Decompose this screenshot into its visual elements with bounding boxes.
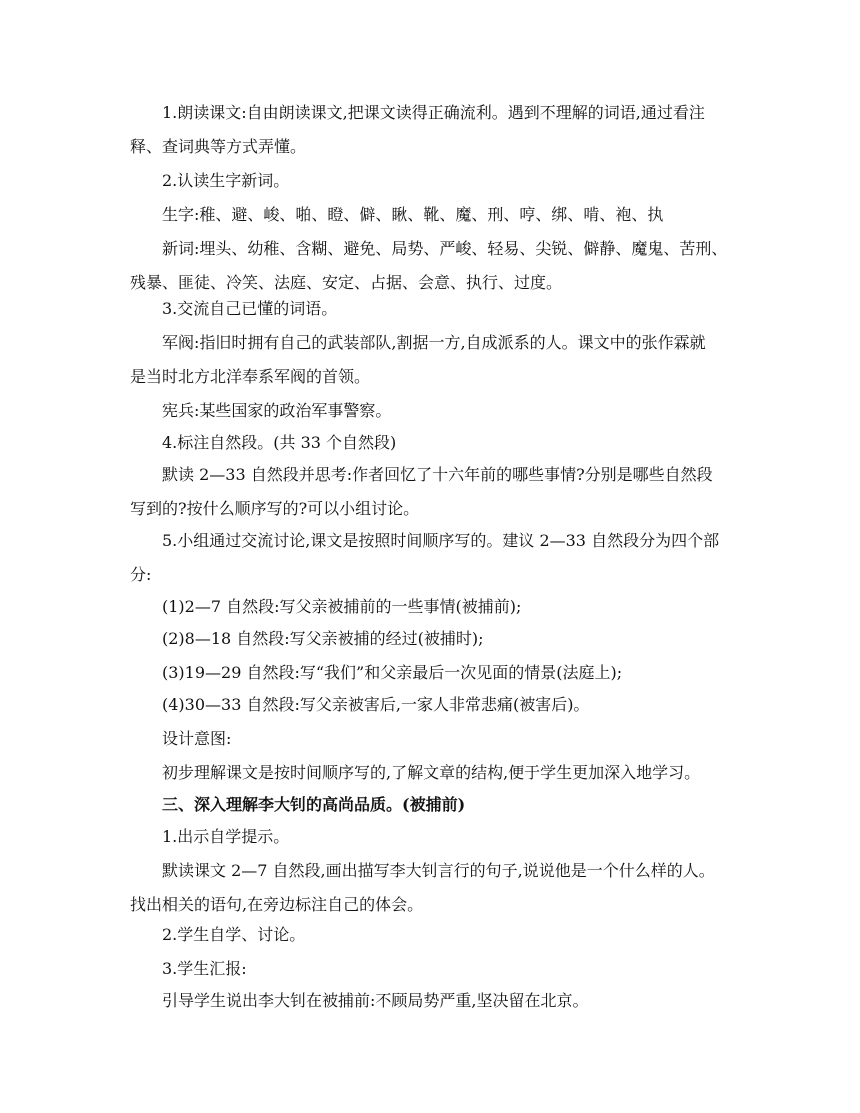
paragraph-design-intent <box>0 756 860 790</box>
text-line: 军阀:指旧时拥有自己的武装部队,割据一方,自成派系的人。课文中的张作霖就 <box>162 333 706 352</box>
text-line: (4)30—33 自然段:写父亲被害后,一家人非常悲痛(被害后)。 <box>162 695 590 714</box>
text-line: 4.标注自然段。(共 33 个自然段) <box>162 433 397 452</box>
text-line: 找出相关的语句,在旁边标注自己的体会。 <box>130 895 424 914</box>
paragraph-mark-sections <box>0 426 860 460</box>
text-line: 新词:埋头、幼稚、含糊、避免、局势、严峻、轻易、尖锐、僻静、魔鬼、苦刑、 <box>162 239 728 258</box>
list-item-part-1 <box>0 590 860 624</box>
paragraph-group-discussion <box>0 524 860 592</box>
paragraph-gendarme-definition <box>0 394 860 428</box>
paragraph-read-aloud <box>0 96 860 164</box>
paragraph-silent-reading <box>0 458 860 526</box>
list-item-part-3 <box>0 656 860 690</box>
paragraph-read-sections-2-7 <box>0 854 860 922</box>
text-line: 分: <box>130 565 152 584</box>
text-line: 3.交流自己已懂的词语。 <box>162 299 338 318</box>
section-heading <box>0 788 860 822</box>
text-line: (2)8—18 自然段:写父亲被捕的经过(被捕时); <box>162 629 484 648</box>
text-line: 2.认读生字新词。 <box>162 171 290 190</box>
text-line: 设计意图: <box>162 729 232 748</box>
list-item-part-2 <box>0 622 860 656</box>
paragraph-guide-students <box>0 984 860 1018</box>
paragraph-student-report <box>0 952 860 986</box>
paragraph-new-words-heading <box>0 164 860 198</box>
text-line: 5.小组通过交流讨论,课文是按照时间顺序写的。建议 2—33 自然段分为四个部 <box>162 531 720 550</box>
paragraph-design-intent-label <box>0 722 860 756</box>
text-line: 释、查词典等方式弄懂。 <box>130 137 307 156</box>
text-line: 宪兵:某些国家的政治军事警察。 <box>162 401 392 420</box>
text-line: 残暴、匪徒、冷笑、法庭、安定、占据、会意、执行、过度。 <box>130 273 563 292</box>
text-line: 是当时北方北洋奉系军阀的首领。 <box>130 367 371 386</box>
paragraph-self-study-prompt <box>0 820 860 854</box>
paragraph-warlord-definition <box>0 326 860 394</box>
text-line: 初步理解课文是按时间顺序写的,了解文章的结构,便于学生更加深入地学习。 <box>162 763 701 782</box>
text-line: (1)2—7 自然段:写父亲被捕前的一些事情(被捕前); <box>162 597 522 616</box>
text-line: 写到的?按什么顺序写的?可以小组讨论。 <box>130 499 420 518</box>
list-item-part-4 <box>0 688 860 722</box>
text-line: 1.朗读课文:自由朗读课文,把课文读得正确流利。遇到不理解的词语,通过看注 <box>162 103 705 122</box>
text-line: 默读课文 2—7 自然段,画出描写李大钊言行的句子,说说他是一个什么样的人。 <box>162 861 715 880</box>
paragraph-exchange-words <box>0 292 860 326</box>
text-line: (3)19—29 自然段:写“我们”和父亲最后一次见面的情景(法庭上); <box>162 663 623 682</box>
text-line: 3.学生汇报: <box>162 959 247 978</box>
text-line: 引导学生说出李大钊在被捕前:不顾局势严重,坚决留在北京。 <box>162 991 589 1010</box>
text-line: 2.学生自学、讨论。 <box>162 925 306 944</box>
paragraph-self-study-discuss <box>0 918 860 952</box>
paragraph-new-characters <box>0 198 860 232</box>
paragraph-new-vocabulary <box>0 232 860 300</box>
text-line: 1.出示自学提示。 <box>162 827 290 846</box>
text-line: 默读 2—33 自然段并思考:作者回忆了十六年前的哪些事情?分别是哪些自然段 <box>162 465 713 484</box>
text-line: 生字:稚、避、峻、啪、瞪、僻、瞅、靴、魔、刑、哼、绑、啃、袍、执 <box>162 205 664 224</box>
text-line: 三、深入理解李大钊的高尚品质。(被捕前) <box>162 795 466 814</box>
